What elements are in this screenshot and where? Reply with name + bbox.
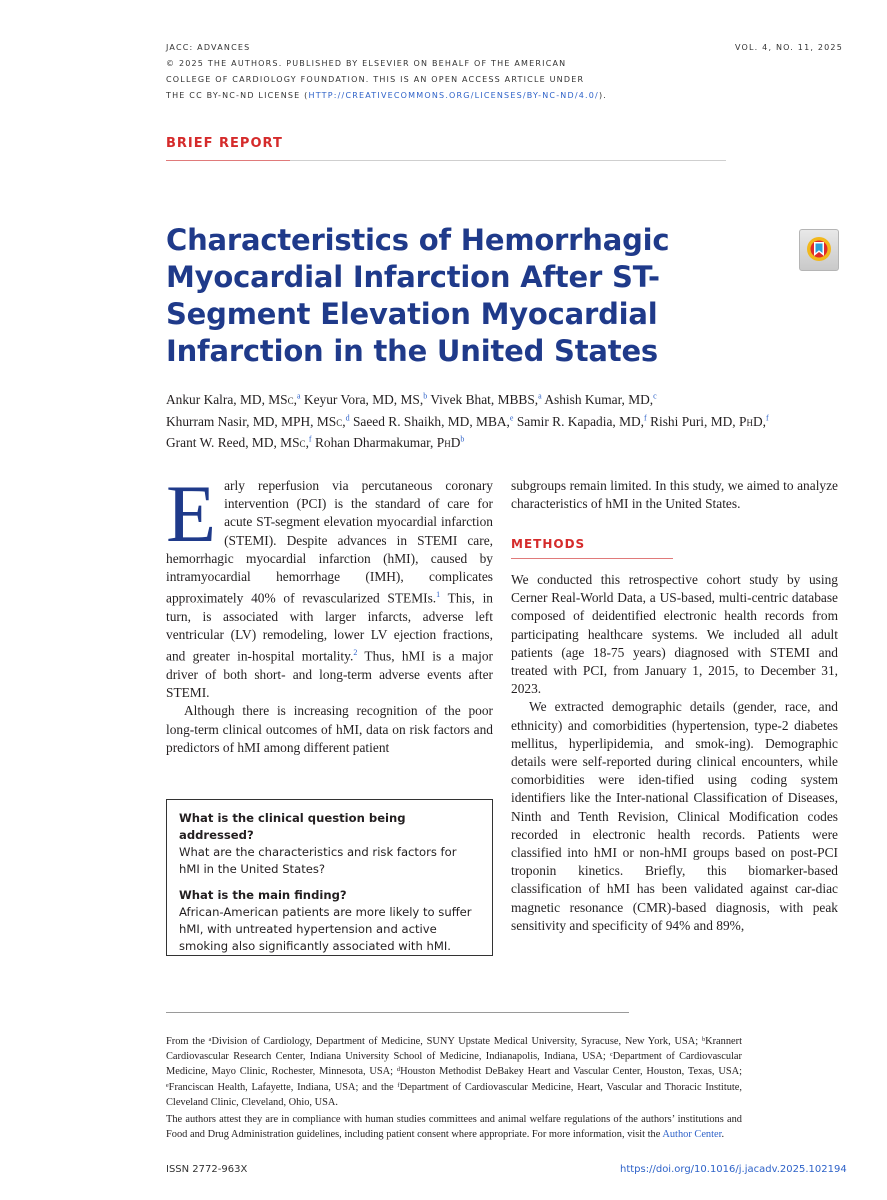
license-link[interactable]: HTTP://CREATIVECOMMONS.ORG/LICENSES/BY-NC-ND/4.0/ [308,91,599,100]
doi-link[interactable] [620,1164,847,1175]
reference-2[interactable]: 2 [353,648,358,658]
section-rule [290,160,726,161]
author-center-link[interactable]: Author Center [662,1129,722,1141]
crossmark-icon[interactable] [799,229,839,271]
article-title: Characteristics of Hemorrhagic Myocardial Infarction After ST-Segment Elevation Myocardial Infarction in the United States [166,223,670,368]
license-suffix: ). [598,91,608,100]
author[interactable]: Rohan Dharmakumar, PhD$^b$ [314,434,465,451]
key-points-box [166,799,493,956]
box-question-2: What is the main finding? [179,888,347,902]
paragraph-2: Although there is increasing recognition of the poor long-term clinical outcomes of hMI, data on risk factors and predictors of hMI among different patient [166,703,493,755]
author[interactable]: Ankur Kalra, MD, MSc,$^a$ [166,392,301,408]
doi-anchor[interactable]: https://doi.org/10.1016/j.jacadv.2025.102194 [620,1164,847,1175]
author[interactable]: Ashish Kumar, MD,$^c$ [544,392,657,408]
methods-underline [511,558,673,559]
issn: ISSN 2772-963X [166,1164,248,1175]
methods-paragraph-1: We conducted this retrospective cohort study by using Cerner Real-World Data, a US-based, multi-centric database composed of deidentified electronic health records from participating healthcare systems. We included all adult patients (age 18-75 years) diagnosed with STEMI and treated with PCI, from January 1, 2015, to December 31, 2023. [511,572,838,697]
methods-text [511,571,838,935]
journal-name: JACC: ADVANCES [166,43,251,52]
box-answer-2: African-American patients are more likely to suffer hMI, with untreated hypertension and active smoking also significantly associated with hMI. [179,905,472,953]
box-question-1: What is the clinical question being addressed? [179,811,406,842]
crossmark-graphic [800,230,838,270]
copyright-line-2: COLLEGE OF CARDIOLOGY FOUNDATION. THIS IS AN OPEN ACCESS ARTICLE UNDER [166,75,585,84]
license-line [166,88,607,103]
volume-info: VOL. 4, NO. 11, 2025 [735,43,844,52]
footnote [166,1034,742,1142]
section-underline [166,160,290,161]
author-line-3 [166,431,816,452]
attestation: The authors attest they are in compliance with human studies committees and animal welfare regulations of the authors’ institutions and Food and Drug Administration guidelines, including patient consent where appropriate. For more information, visit the Author Center. [166,1114,742,1141]
author-line-2 [166,409,816,430]
affiliations: From the ᵃDivision of Cardiology, Department of Medicine, SUNY Upstate Medical University, Syracuse, New York, USA; ᵇKrannert Cardiovascular Research Center, Indiana University School of Medicine, Indianapolis, Indiana, USA; ᶜDepartment of Cardiovascular Medicine, Mayo Clinic, Rochester, Minnesota, USA; ᵈHouston Methodist DeBakey Heart and Vascular Center, Houston, Texas, USA; ᵉFranciscan Health, Lafayette, Indiana, USA; and the ᶠDepartment of Cardiovascular Medicine, Heart, Vascular and Thoracic Institute, Cleveland Clinic, Cleveland, Ohio, USA. [166,1036,742,1108]
section-label: BRIEF REPORT [166,136,283,151]
author-line-1 [166,388,816,409]
right-column [511,477,838,513]
footnote-rule [166,1012,629,1013]
copyright-line-1: © 2025 THE AUTHORS. PUBLISHED BY ELSEVIER ON BEHALF OF THE AMERICAN [166,59,567,68]
intro-paragraph: Early reperfusion via percutaneous coronary intervention (PCI) is the standard of care for acute ST-segment elevation myocardial infarction (STEMI). Despite advances in STEMI care, hemorrhagic myocardial infarction (hMI), caused by intramyocardial hemorrhage (IMH), complicates approximately 40% of revascularized STEMIs.$^1$ This, in turn, is associated with larger infarcts, adverse left ventricular (LV) remodeling, lower LV ejection fractions, and greater in-hospital mortality.$^2$ Thus, hMI is a major driver of both short- and long-term adverse events after STEMI. [166,468,494,701]
author[interactable]: Keyur Vora, MD, MS,$^b$ [303,392,428,408]
author-list [166,388,816,452]
reference-1[interactable]: 1 [436,590,441,600]
left-column [166,468,494,757]
author[interactable]: Vivek Bhat, MBBS,$^a$ [430,392,542,408]
methods-heading: METHODS [511,537,586,551]
author[interactable]: Rishi Puri, MD, PhD,$^f$ [650,413,769,429]
license-prefix: THE CC BY-NC-ND LICENSE ( [166,91,309,100]
drop-cap: E [166,468,217,559]
paragraph-continued: subgroups remain limited. In this study, we aimed to analyze characteristics of hMI in the United States. [511,478,838,512]
author[interactable]: Khurram Nasir, MD, MPH, MSc,$^d$ [166,413,350,429]
box-answer-1: What are the characteristics and risk factors for hMI in the United States? [179,845,457,876]
author[interactable]: Grant W. Reed, MD, MSc,$^f$ [166,434,312,451]
methods-paragraph-2: We extracted demographic details (gender, race, and ethnicity) and comorbidities (hypertension, type-2 diabetes mellitus, hyperlipidemia, and smok-ing). Demographic details were self-reported during clinical encounters, while comorbidities were iden-tified using coding system identifiers like the Inter-national Classification of Diseases, Ninth and Tenth Revision, Clinical Modification codes recorded in electronic health records. Patients were classified into hMI or non-hMI groups based on post-PCI troponin kinetics. Briefly, this biomarker-based classification of hMI has been validated against car-diac magnetic resonance (CMR)-based diagnosis, with peak sensitivity and specificity of 94% and 89%, [511,699,838,933]
author[interactable]: Saeed R. Shaikh, MD, MBA,$^e$ [352,413,514,429]
author[interactable]: Samir R. Kapadia, MD,$^f$ [516,413,647,429]
